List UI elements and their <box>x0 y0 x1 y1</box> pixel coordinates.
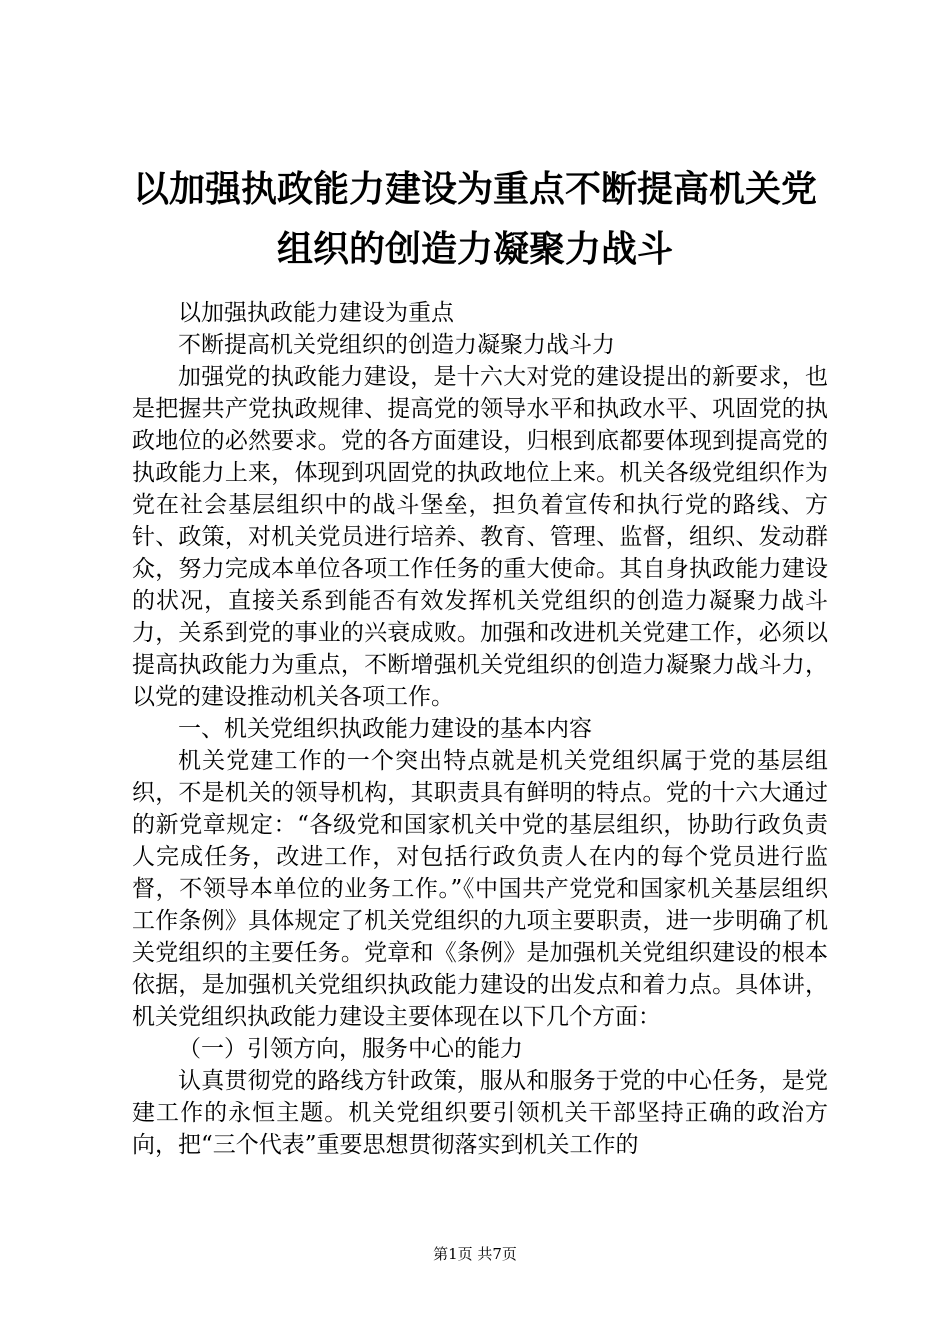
section-heading: 一、机关党组织执政能力建设的基本内容 <box>178 716 592 742</box>
body-paragraph: 加强党的执政能力建设，是十六大对党的建设提出的新要求，也是把握共产党执政规律、提高党的领导水平和执政水平、巩固党的执政地位的必然要求。党的各方面建设，归根到底都要体现到提高党的执政能力上来，体现到巩固党的执政地位上来。机关各级党组织作为党在社会基层组织中的战斗堡垒，担负着宣传和执行党的路线、方针、政策，对机关党员进行培养、教育、管理、监督，组织、发动群众，努力完成本单位各项工作任务的重大使命。其自身执政能力建设的状况，直接关系到能否有效发挥机关党组织的创造力凝聚力战斗力，关系到党的事业的兴衰成败。加强和改进机关党建工作，必须以提高执政能力为重点，不断增强机关党组织的创造力凝聚力战斗力，以党的建设推动机关各项工作。 <box>132 364 828 710</box>
body-paragraph: 机关党建工作的一个突出特点就是机关党组织属于党的基层组织，不是机关的领导机构，其职责具有鲜明的特点。党的十六大通过的新党章规定：“各级党和国家机关中党的基层组织，协助行政负责人完成任务，改进工作，对包括行政负责人在内的每个党员进行监督，不领导本单位的业务工作。”《中国共产党党和国家机关基层组织工作条例》具体规定了机关党组织的九项主要职责，进一步明确了机关党组织的主要任务。党章和《条例》是加强机关党组织建设的根本依据，是加强机关党组织执政能力建设的出发点和着力点。具体讲，机关党组织执政能力建设主要体现在以下几个方面： <box>132 748 828 1030</box>
document-title: 以加强执政能力建设为重点不断提高机关党组织的创造力凝聚力战斗 <box>132 169 817 270</box>
subsection-heading: （一）引领方向，服务中心的能力 <box>178 1036 523 1062</box>
page-number-footer: 第1页 共7页 <box>433 1245 517 1263</box>
subtitle-line-2: 不断提高机关党组织的创造力凝聚力战斗力 <box>178 332 615 358</box>
document-body <box>132 297 828 1161</box>
body-paragraph: 认真贯彻党的路线方针政策，服从和服务于党的中心任务，是党建工作的永恒主题。机关党组织要引领机关干部坚持正确的政治方向，把“三个代表”重要思想贯彻落实到机关工作的 <box>132 1068 828 1158</box>
subtitle-line-1: 以加强执政能力建设为重点 <box>178 300 454 326</box>
